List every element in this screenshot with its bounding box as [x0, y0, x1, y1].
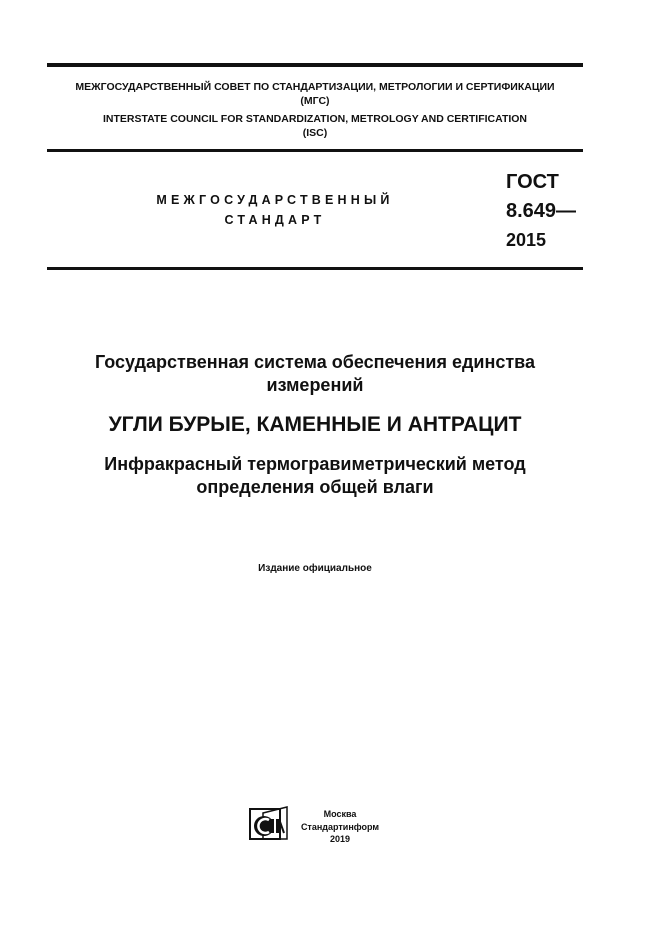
standartinform-logo-icon [249, 805, 289, 842]
method-title [40, 453, 590, 499]
top-divider [47, 63, 583, 67]
system-title [40, 351, 590, 397]
gost-label: ГОСТ [506, 171, 559, 193]
council-name-en: INTERSTATE COUNCIL FOR STANDARDIZATION, METROLOGY AND CERTIFICATION [102, 113, 528, 125]
council-abbr-ru: (МГС) [300, 95, 330, 107]
council-abbr-en: (ISC) [302, 127, 328, 139]
council-name-ru: МЕЖГОСУДАРСТВЕННЫЙ СОВЕТ ПО СТАНДАРТИЗАЦИИ, МЕТРОЛОГИИ И СЕРТИФИКАЦИИ [75, 81, 555, 93]
method-title-line2: определения общей влаги [196, 477, 434, 497]
gost-number: 8.649— [506, 200, 577, 222]
publisher-year: 2019 [329, 834, 351, 844]
header-divider [47, 149, 583, 152]
gost-year: 2015 [506, 230, 547, 250]
edition-note: Издание официальное [258, 563, 372, 574]
publisher-name: Стандартинформ [300, 822, 380, 832]
standard-divider [47, 267, 583, 270]
subject-title: УГЛИ БУРЫЕ, КАМЕННЫЕ И АНТРАЦИТ [108, 413, 522, 436]
standard-kind-line1: МЕЖГОСУДАРСТВЕННЫЙ [156, 193, 394, 207]
method-title-line1: Инфракрасный термогравиметрический метод [104, 454, 526, 474]
system-title-line1: Государственная система обеспечения единства [94, 352, 536, 372]
standard-kind-line2: СТАНДАРТ [224, 213, 326, 227]
publisher-city: Москва [323, 809, 357, 819]
system-title-line2: измерений [266, 375, 364, 395]
